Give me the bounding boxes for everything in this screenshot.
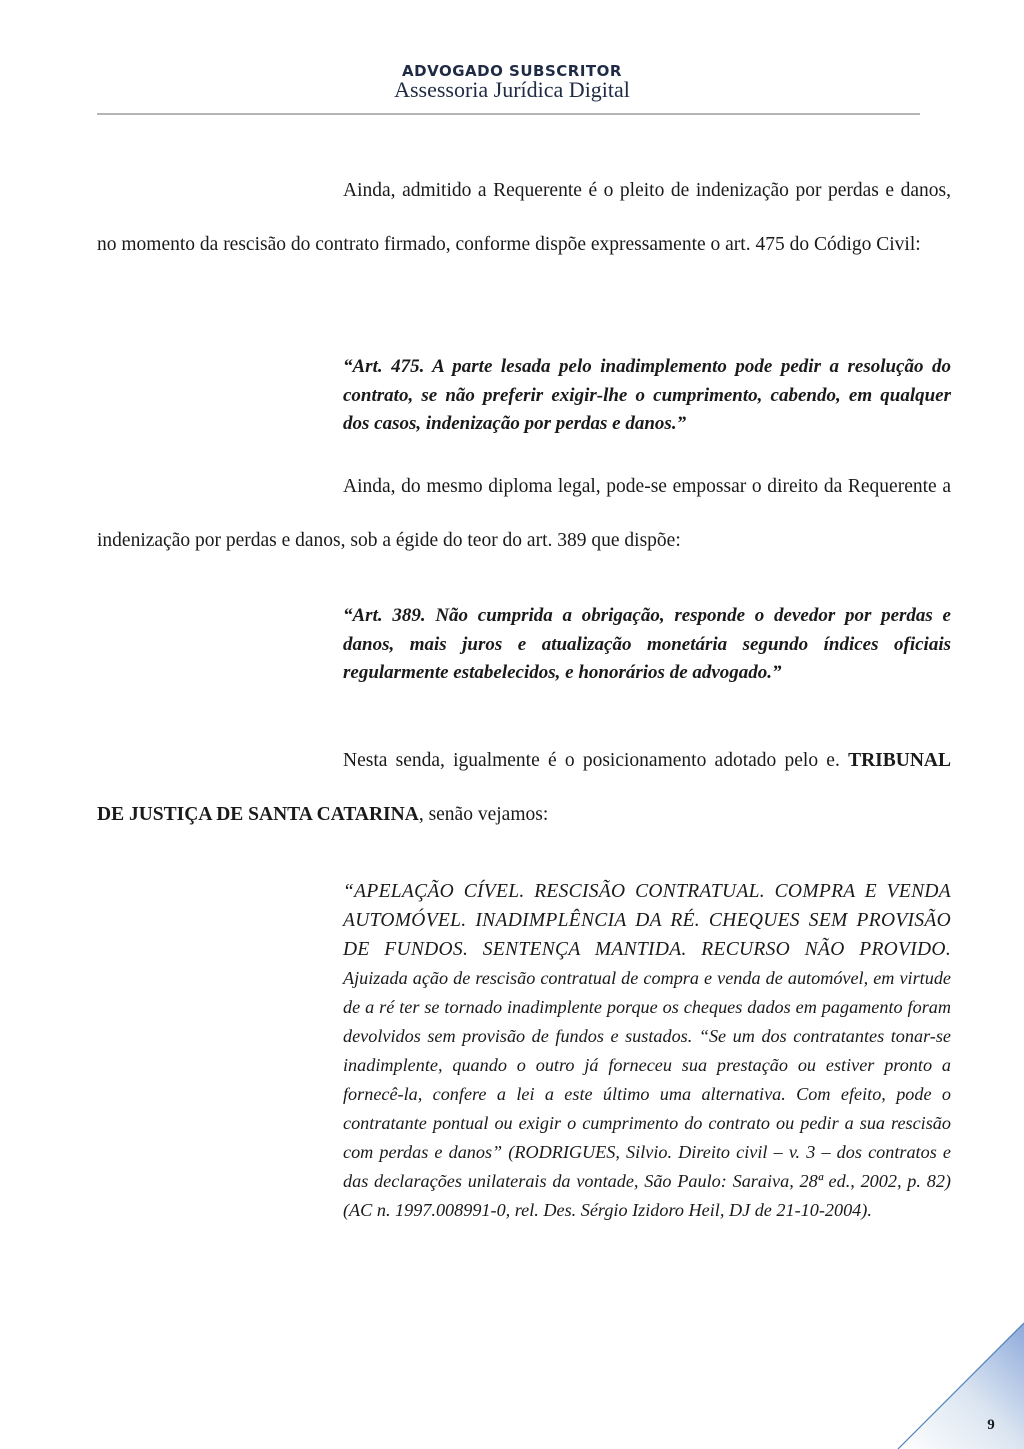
quote-art-389: “Art. 389. Não cumprida a obrigação, responde o devedor por perdas e danos, mais juros e atualização monetária segundo índices oficiais regularmente estabelecidos, e honorários de advogado.”: [343, 605, 951, 683]
paragraph-3-end: , senão vejamos:: [418, 804, 549, 825]
header-brand: ADVOGADO SUBSCRITOR: [402, 62, 622, 80]
header-divider: [97, 113, 920, 115]
paragraph-2-text: Ainda, do mesmo diploma legal, pode-se empossar o direito da Requerente a indenização por perdas e danos, sob a égide do teor do art. 389 que dispõe:: [97, 476, 951, 551]
page-number: 9: [987, 1417, 995, 1433]
paragraph-3-start: Nesta senda, igualmente é o posicionamento adotado pelo e.: [343, 750, 849, 771]
quote-jurisprudence-body: Ajuizada ação de rescisão contratual de compra e venda de automóvel, em virtude de a ré ter se tornado inadimplente porque os cheques dados em pagamento foram devolvidos sem provisão de fundos e sustados. “Se um dos contratantes tonar-se inadimplente, quando o outro já forneceu sua prestação ou estiver pronto a fornecê-la, confere a lei a este último uma alternativa. Com efeito, pode o contratante pontual ou exigir o cumprimento do contrato ou pedir a sua rescisão com perdas e danos” (RODRIGUES, Silvio. Direito civil – v. 3 – dos contratos e das declarações unilaterais da vontade, São Paulo: Saraiva, 28ª ed., 2002, p. 82) (AC n. 1997.008991-0, rel. Des. Sérgio Izidoro Heil, DJ de 21-10-2004).: [343, 968, 951, 1220]
page-corner-decoration: [884, 1309, 1024, 1449]
quote-jurisprudence: [343, 877, 951, 1225]
quote-art-475: “Art. 475. A parte lesada pelo inadimplemento pode pedir a resolução do contrato, se não preferir exigir-lhe o cumprimento, cabendo, em qualquer dos casos, indenização por perdas e danos.”: [343, 356, 951, 434]
paragraph-2: [97, 460, 951, 568]
paragraph-3: [97, 734, 951, 842]
paragraph-1-text: Ainda, admitido a Requerente é o pleito de indenização por perdas e danos, no momento da rescisão do contrato firmado, conforme dispõe expressamente o art. 475 do Código Civil:: [97, 180, 951, 255]
header-subtitle: Assessoria Jurídica Digital: [394, 77, 630, 102]
court-name: TRIBUNAL DE JUSTIÇA DE SANTA CATARINA: [97, 750, 951, 825]
page-header: [0, 62, 1024, 101]
paragraph-1: [97, 164, 951, 272]
quote-jurisprudence-headnote: “APELAÇÃO CÍVEL. RESCISÃO CONTRATUAL. COMPRA E VENDA AUTOMÓVEL. INADIMPLÊNCIA DA RÉ. CHEQUES SEM PROVISÃO DE FUNDOS. SENTENÇA MANTIDA. RECURSO NÃO PROVIDO.: [343, 881, 951, 960]
